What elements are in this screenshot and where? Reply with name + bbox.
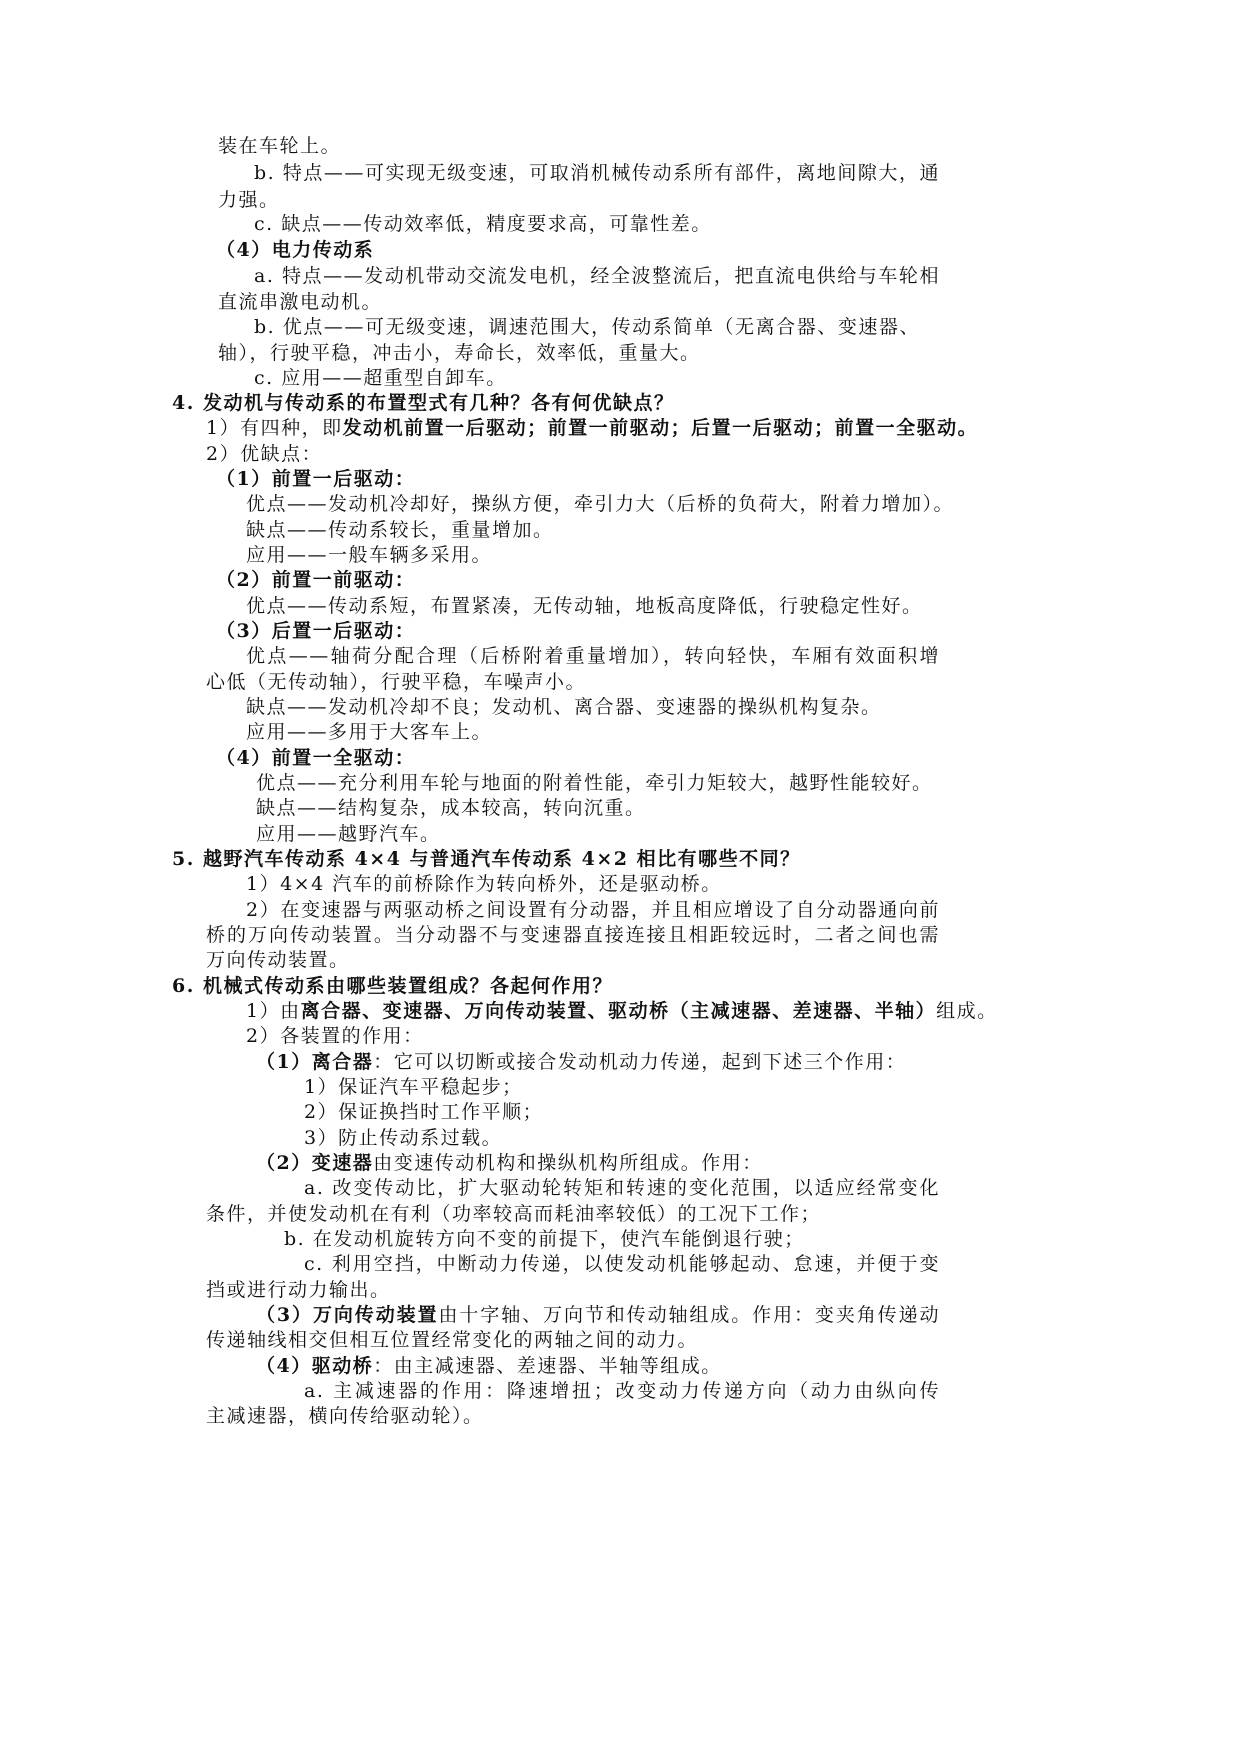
text-line	[256, 1149, 763, 1177]
text-line: 挡或进行动力输出。	[206, 1279, 391, 1301]
bold-span: （4）驱动桥	[256, 1355, 374, 1377]
text-line: 心低（无传动轴），行驶平稳，车噪声小。	[206, 671, 587, 693]
text-line: 优点——发动机冷却好，操纵方便，牵引力大（后桥的负荷大，附着力增加）。	[246, 493, 955, 515]
text-line: a. 主减速器的作用：降速增扭；改变动力传递方向（动力由纵向传	[304, 1380, 940, 1402]
question-heading: 6. 机械式传动系由哪些装置组成？各起何作用？	[172, 975, 613, 997]
bold-span: 发动机前置一后驱动；前置一前驱动；后置一后驱动；前置一全驱动。	[342, 417, 979, 439]
text-line: a. 改变传动比，扩大驱动轮转矩和转速的变化范围，以适应经常变化	[304, 1177, 940, 1199]
text-line: 3）防止传动系过载。	[304, 1127, 503, 1149]
text-line: 力强。	[218, 189, 280, 211]
question-heading: 5. 越野汽车传动系 4×4 与普通汽车传动系 4×2 相比有哪些不同？	[172, 848, 801, 870]
text-line: a. 特点——发动机带动交流发电机，经全波整流后，把直流电供给与车轮相	[254, 265, 940, 287]
section-heading: （3）后置一后驱动：	[216, 620, 416, 642]
text-line: 应用——越野汽车。	[256, 823, 441, 845]
text-line: b. 在发动机旋转方向不变的前提下，使汽车能倒退行驶；	[284, 1228, 805, 1250]
text-line: 优点——轴荷分配合理（后桥附着重量增加），转向轻快，车厢有效面积增	[246, 645, 940, 667]
text-line	[246, 997, 998, 1025]
section-heading: （2）前置一前驱动：	[216, 569, 416, 591]
text-line: 主减速器，横向传给驱动轮）。	[206, 1405, 484, 1427]
text-line: b. 特点——可实现无级变速，可取消机械传动系所有部件，离地间隙大，通	[254, 162, 940, 184]
text-line: 万向传动装置。	[206, 949, 350, 971]
text-line: 2）保证换挡时工作平顺；	[304, 1101, 544, 1123]
text-line: 轴），行驶平稳，冲击小，寿命长，效率低，重量大。	[218, 342, 701, 364]
text-line	[206, 414, 978, 442]
text-line: 条件，并使发动机在有利（功率较高而耗油率较低）的工况下工作；	[206, 1203, 822, 1225]
question-heading: 4. 发动机与传动系的布置型式有几种？各有何优缺点？	[172, 392, 675, 414]
text-line: 2）优缺点：	[206, 443, 323, 465]
bold-span: （1）离合器	[256, 1051, 374, 1073]
text-line: 2）各装置的作用：	[246, 1025, 424, 1047]
text-span: 由变速传动机构和操纵机构所组成。作用：	[373, 1152, 763, 1174]
text-line: b. 优点——可无级变速，调速范围大，传动系简单（无离合器、变速器、	[254, 316, 920, 338]
section-heading: （4）前置一全驱动：	[216, 747, 416, 769]
text-span: 由十字轴、万向节和传动轴组成。作用：变夹角传递动	[438, 1304, 940, 1326]
section-heading: （4）电力传动系	[216, 239, 375, 261]
text-line: 装在车轮上。	[218, 135, 342, 157]
text-line: 优点——传动系短，布置紧凑，无传动轴，地板高度降低，行驶稳定性好。	[246, 595, 923, 617]
text-line: c. 缺点——传动效率低，精度要求高，可靠性差。	[254, 213, 712, 235]
text-line: 2）在变速器与两驱动桥之间设置有分动器，并且相应增设了自分动器通向前	[246, 899, 940, 921]
text-line	[256, 1048, 906, 1076]
bold-span: 离合器、变速器、万向传动装置、驱动桥（主减速器、差速器、半轴）	[300, 1000, 937, 1022]
text-line: 1）保证汽车平稳起步；	[304, 1076, 523, 1098]
text-span: ：由主减速器、差速器、半轴等组成。	[373, 1355, 722, 1377]
text-line: 缺点——传动系较长，重量增加。	[246, 519, 554, 541]
section-heading: （1）前置一后驱动：	[216, 468, 416, 490]
text-line: 应用——多用于大客车上。	[246, 721, 493, 743]
text-span: 1）由	[246, 1000, 301, 1022]
text-line: 直流串激电动机。	[218, 291, 383, 313]
text-line: 应用——一般车辆多采用。	[246, 544, 493, 566]
text-line: 优点——充分利用车轮与地面的附着性能，牵引力矩较大，越野性能较好。	[256, 772, 933, 794]
bold-span: （3）万向传动装置	[256, 1304, 439, 1326]
text-line	[256, 1352, 722, 1380]
bold-span: （2）变速器	[256, 1152, 374, 1174]
text-line: c. 利用空挡，中断动力传递，以使发动机能够起动、怠速，并便于变	[304, 1253, 940, 1275]
text-line: 缺点——结构复杂，成本较高，转向沉重。	[256, 797, 646, 819]
text-line: c. 应用——超重型自卸车。	[254, 367, 507, 389]
text-line	[256, 1301, 940, 1329]
text-span: ：它可以切断或接合发动机动力传递，起到下述三个作用：	[373, 1051, 907, 1073]
text-span: 1）有四种，即	[206, 417, 343, 439]
text-span: 组成。	[936, 1000, 998, 1022]
text-line: 传递轴线相交但相互位置经常变化的两轴之间的动力。	[206, 1329, 699, 1351]
text-line: 缺点——发动机冷却不良；发动机、离合器、变速器的操纵机构复杂。	[246, 696, 882, 718]
text-line: 1）4×4 汽车的前桥除作为转向桥外，还是驱动桥。	[246, 873, 722, 895]
text-line: 桥的万向传动装置。当分动器不与变速器直接连接且相距较远时，二者之间也需	[206, 924, 940, 946]
